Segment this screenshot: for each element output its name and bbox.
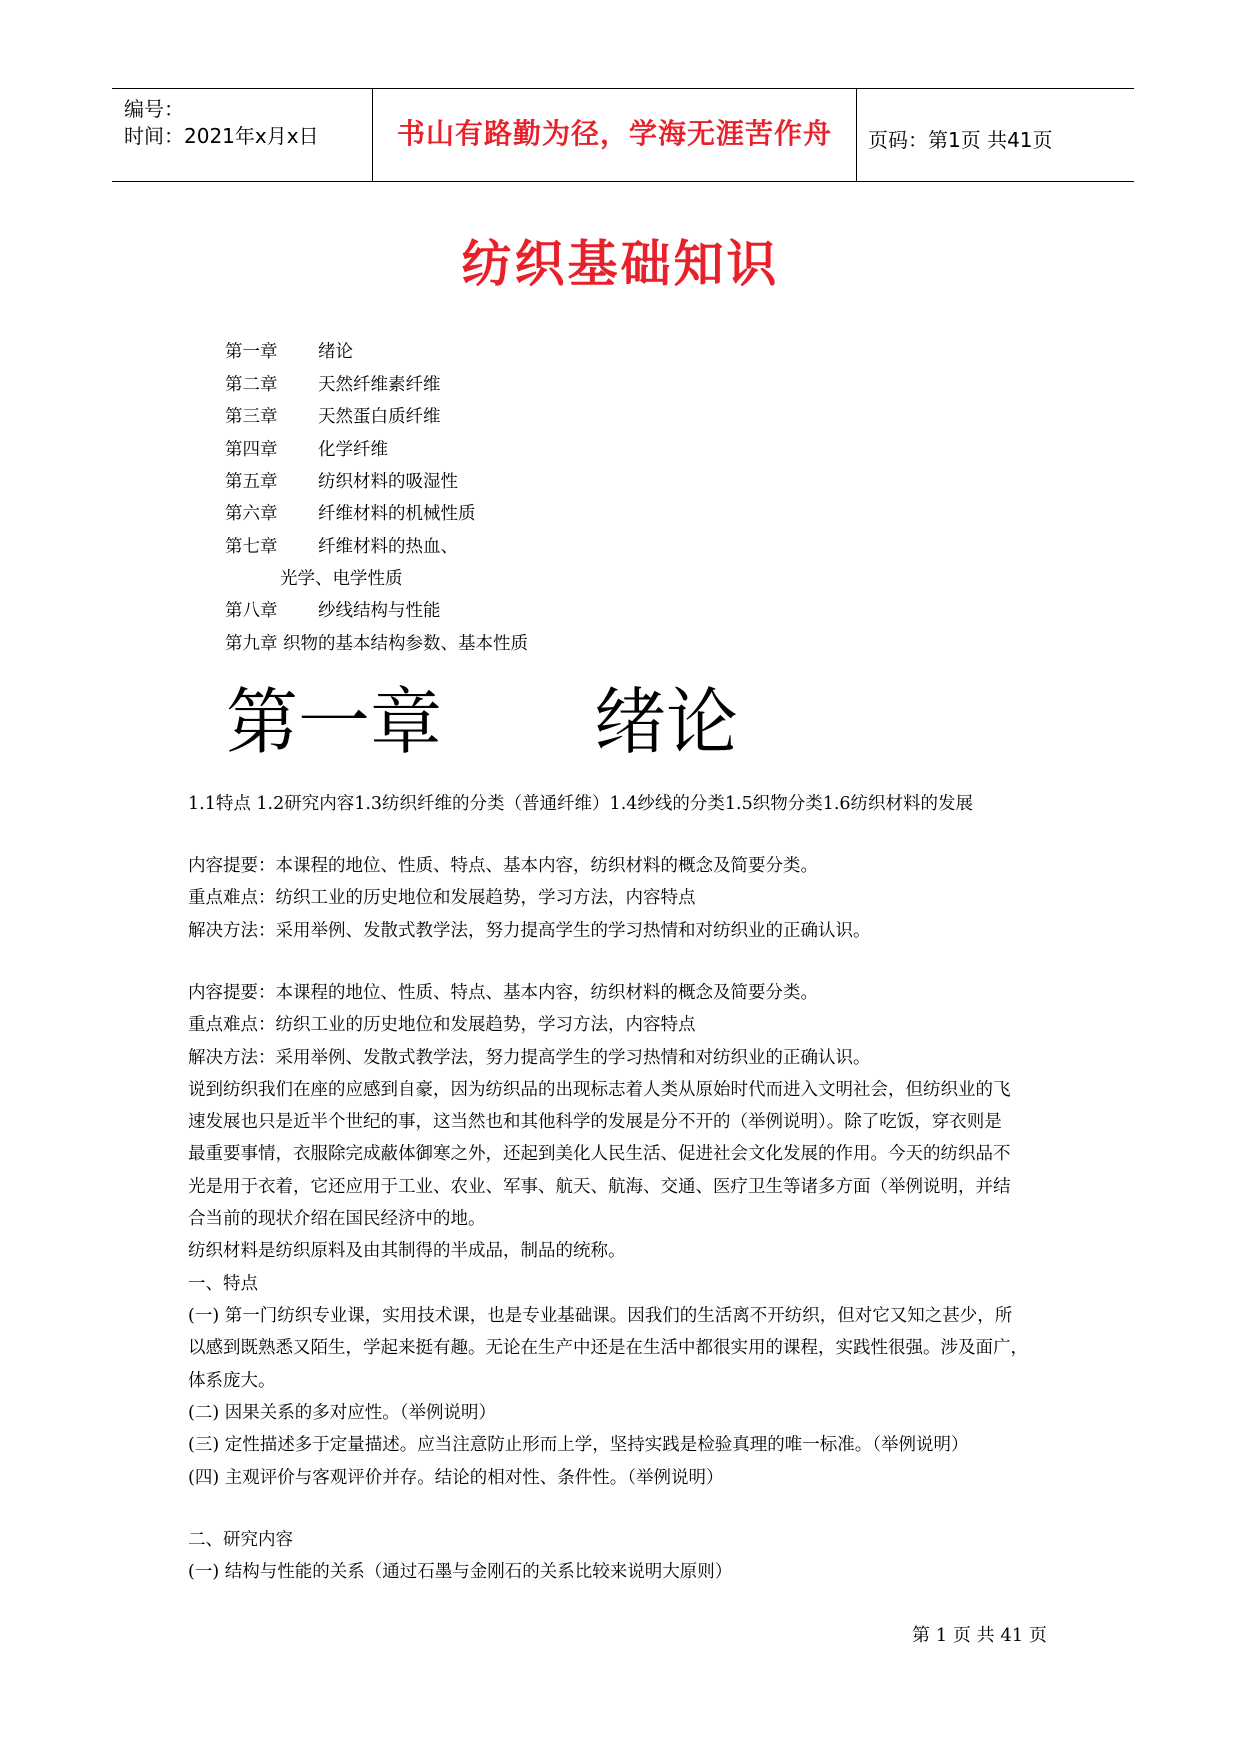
toc-item: 第五章 纺织材料的吸湿性 bbox=[225, 472, 458, 492]
section-heading: 一、特点 bbox=[188, 1274, 258, 1294]
toc-item: 第四章 化学纤维 bbox=[225, 440, 388, 460]
toc-item: 第二章 天然纤维素纤维 bbox=[225, 375, 441, 395]
page-footer: 第 1 页 共 41 页 bbox=[912, 1625, 1047, 1646]
header-motto: 书山有路勤为径，学海无涯苦作舟 bbox=[396, 117, 832, 150]
paragraph-line: (二) 因果关系的多对应性。（举例说明） bbox=[188, 1403, 496, 1423]
header-top-rule bbox=[112, 88, 1134, 89]
chapter-heading: 第一章 绪论 bbox=[226, 680, 739, 764]
paragraph-line: 内容提要：本课程的地位、性质、特点、基本内容，纺织材料的概念及简要分类。 bbox=[188, 983, 818, 1003]
paragraph-line: (一) 第一门纺织专业课，实用技术课，也是专业基础课。因我们的生活离不开纺织，但对它又知之甚少，所 bbox=[188, 1306, 1013, 1326]
paragraph-line: 速发展也只是近半个世纪的事，这当然也和其他科学的发展是分不开的（举例说明）。除了吃饭，穿衣则是 bbox=[188, 1112, 1002, 1132]
paragraph-line: 重点难点：纺织工业的历史地位和发展趋势，学习方法，内容特点 bbox=[188, 888, 696, 908]
paragraph-line: 解决方法：采用举例、发散式教学法，努力提高学生的学习热情和对纺织业的正确认识。 bbox=[188, 1048, 871, 1068]
header-time-label: 时间：2021年x月x日 bbox=[124, 124, 319, 148]
toc-item: 第八章 纱线结构与性能 bbox=[225, 601, 441, 621]
toc-item: 第九章 织物的基本结构参数、基本性质 bbox=[225, 634, 529, 654]
paragraph-line: 内容提要：本课程的地位、性质、特点、基本内容，纺织材料的概念及简要分类。 bbox=[188, 856, 818, 876]
toc-item: 第三章 天然蛋白质纤维 bbox=[225, 407, 441, 427]
document-title: 纺织基础知识 bbox=[461, 234, 780, 293]
header-page-info: 页码：第1页 共41页 bbox=[868, 128, 1053, 152]
paragraph-line: 说到纺织我们在座的应感到自豪，因为纺织品的出现标志着人类从原始时代而进入文明社会，但纺织业的飞 bbox=[188, 1080, 1011, 1100]
paragraph-line: (三) 定性描述多于定量描述。应当注意防止形而上学，坚持实践是检验真理的唯一标准。（举例说明） bbox=[188, 1435, 969, 1455]
paragraph-line: 以感到既熟悉又陌生，学起来挺有趣。无论在生产中还是在生活中都很实用的课程，实践性很强。涉及面广， bbox=[188, 1338, 1028, 1358]
toc-item-continuation: 光学、电学性质 bbox=[280, 569, 403, 589]
paragraph-line: 体系庞大。 bbox=[188, 1371, 276, 1391]
paragraph-line: (一) 结构与性能的关系（通过石墨与金刚石的关系比较来说明大原则） bbox=[188, 1562, 733, 1582]
header-bottom-rule bbox=[112, 181, 1134, 182]
paragraph-line: 解决方法：采用举例、发散式教学法，努力提高学生的学习热情和对纺织业的正确认识。 bbox=[188, 921, 871, 941]
paragraph-line: 最重要事情，衣服除完成蔽体御寒之外，还起到美化人民生活、促进社会文化发展的作用。今天的纺织品不 bbox=[188, 1144, 1011, 1164]
header-number-label: 编号： bbox=[124, 97, 184, 121]
paragraph-line: 纺织材料是纺织原料及由其制得的半成品，制品的统称。 bbox=[188, 1241, 626, 1261]
toc-item: 第六章 纤维材料的机械性质 bbox=[225, 504, 476, 524]
toc-item: 第一章 绪论 bbox=[225, 342, 353, 362]
paragraph-line: (四) 主观评价与客观评价并存。结论的相对性、条件性。（举例说明） bbox=[188, 1468, 724, 1488]
section-outline: 1.1特点 1.2研究内容1.3纺织纤维的分类（普通纤维）1.4纱线的分类1.5织物分类1.6纺织材料的发展 bbox=[188, 794, 974, 814]
paragraph-line: 合当前的现状介绍在国民经济中的地。 bbox=[188, 1209, 486, 1229]
section-heading: 二、研究内容 bbox=[188, 1530, 293, 1550]
header-divider-right bbox=[856, 88, 857, 181]
toc-item: 第七章 纤维材料的热血、 bbox=[225, 537, 458, 557]
paragraph-line: 光是用于衣着，它还应用于工业、农业、军事、航天、航海、交通、医疗卫生等诸多方面（举例说明，并结 bbox=[188, 1177, 1011, 1197]
paragraph-line: 重点难点：纺织工业的历史地位和发展趋势，学习方法，内容特点 bbox=[188, 1015, 696, 1035]
